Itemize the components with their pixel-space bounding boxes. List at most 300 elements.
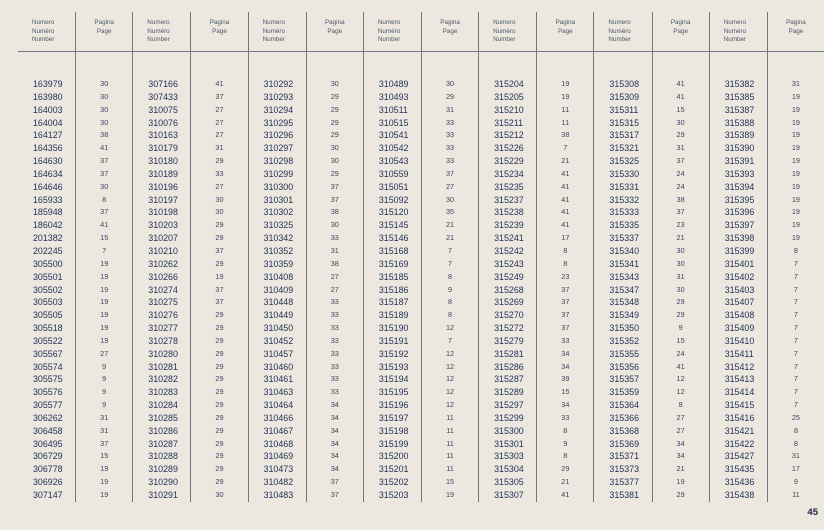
item-number: 310180 — [148, 156, 178, 167]
page-reference: 19 — [561, 91, 570, 101]
page-column-header — [307, 12, 363, 52]
page-reference: 37 — [561, 323, 570, 333]
page-reference: 31 — [100, 412, 109, 422]
item-number: 305503 — [33, 297, 63, 308]
page-reference: 27 — [100, 348, 109, 358]
item-number: 315301 — [494, 438, 524, 449]
item-number: 310296 — [263, 130, 294, 141]
item-number: 315436 — [724, 477, 755, 488]
item-number: 310493 — [378, 91, 409, 102]
page-reference: 17 — [561, 233, 570, 243]
item-number: 310286 — [148, 425, 178, 436]
page-reference: 19 — [561, 79, 570, 88]
table-row — [18, 12, 824, 502]
item-number: 315356 — [609, 361, 640, 372]
page-reference: 12 — [445, 387, 455, 397]
page-reference: 37 — [330, 181, 339, 191]
page-reference: 19 — [100, 297, 109, 307]
item-number: 310461 — [263, 374, 294, 385]
page-reference: 29 — [330, 91, 339, 101]
item-number: 315385 — [724, 91, 755, 102]
item-number: 315395 — [724, 194, 755, 205]
item-number: 310489 — [378, 79, 409, 89]
page-reference: 38 — [330, 207, 339, 217]
page-reference: 37 — [561, 297, 570, 307]
page-reference: 24 — [676, 181, 685, 191]
item-number: 315187 — [378, 297, 409, 308]
page-reference: 29 — [215, 156, 224, 166]
page-reference: 29 — [676, 297, 685, 307]
item-number: 310288 — [148, 451, 178, 462]
number-header-label: Numero — [493, 19, 516, 26]
item-number: 315195 — [378, 387, 409, 398]
item-number: 315315 — [609, 117, 640, 128]
item-number: 315185 — [378, 271, 409, 282]
page-reference: 24 — [676, 348, 685, 358]
item-number: 310300 — [263, 181, 294, 192]
page-reference: 30 — [330, 156, 339, 166]
number-column — [479, 12, 537, 502]
item-number: 315120 — [378, 207, 409, 218]
item-number: 315249 — [494, 271, 524, 282]
item-number: 315401 — [724, 258, 755, 269]
item-number: 315408 — [724, 310, 755, 321]
item-number: 307166 — [148, 79, 178, 89]
page-reference: 29 — [215, 323, 224, 333]
item-number: 315402 — [724, 271, 755, 282]
page-reference: 37 — [215, 297, 224, 307]
item-number: 315366 — [609, 412, 640, 423]
page-reference: 27 — [215, 130, 224, 140]
number-header-label: Number — [723, 36, 747, 44]
page-reference: 7 — [793, 323, 798, 333]
item-number: 310290 — [148, 477, 178, 488]
item-number: 315368 — [609, 425, 640, 436]
item-number: 310266 — [148, 271, 178, 282]
page-reference: 41 — [561, 168, 570, 178]
item-number: 315415 — [724, 400, 755, 411]
item-number: 315357 — [609, 374, 640, 385]
number-header-label: Numéro — [608, 27, 631, 35]
page-reference: 33 — [330, 310, 339, 320]
number-header-label: Number — [608, 36, 631, 44]
page-reference: 35 — [445, 207, 455, 217]
page-reference: 19 — [791, 143, 800, 153]
page-reference: 41 — [100, 220, 109, 230]
item-number: 315397 — [724, 220, 755, 231]
item-number: 315168 — [378, 245, 409, 256]
item-number: 305518 — [33, 323, 63, 334]
page-reference: 38 — [330, 258, 339, 268]
page-reference: 15 — [676, 104, 685, 114]
page-reference: 33 — [330, 335, 339, 345]
item-number: 315347 — [609, 284, 640, 295]
item-number: 310291 — [148, 490, 178, 500]
page-reference: 8 — [793, 425, 798, 435]
item-number: 315186 — [378, 284, 409, 295]
page-reference: 33 — [445, 117, 455, 127]
item-number: 310284 — [148, 400, 178, 411]
page-header-label: Pagina — [786, 19, 806, 26]
item-number: 310466 — [263, 412, 294, 423]
item-number: 305502 — [33, 284, 63, 295]
page-reference: 37 — [100, 207, 109, 217]
item-number: 315409 — [724, 323, 755, 334]
item-number: 315196 — [378, 400, 409, 411]
item-number: 315190 — [378, 323, 409, 334]
page-reference: 29 — [215, 464, 224, 474]
page-reference: 19 — [100, 310, 109, 320]
page-reference: 30 — [100, 91, 109, 101]
item-number: 315203 — [378, 490, 409, 500]
page-header-label: Page — [557, 27, 573, 35]
item-number: 310280 — [148, 348, 178, 359]
item-number: 315331 — [609, 181, 640, 192]
page-reference: 12 — [676, 374, 685, 384]
page-reference: 29 — [215, 374, 224, 384]
item-number: 315364 — [609, 400, 640, 411]
item-number: 310281 — [148, 361, 178, 372]
page-reference: 9 — [448, 284, 453, 294]
number-column-header — [710, 12, 767, 52]
item-number: 315269 — [494, 297, 524, 308]
item-number: 310473 — [263, 464, 294, 475]
page-reference: 30 — [100, 117, 109, 127]
page-header-label: Pagina — [209, 19, 230, 26]
item-number: 315355 — [609, 348, 640, 359]
page-reference: 11 — [446, 438, 454, 448]
page-reference: 34 — [561, 348, 570, 358]
item-number: 315341 — [609, 258, 640, 269]
item-number: 315270 — [494, 310, 524, 321]
item-number: 315332 — [609, 194, 640, 205]
page-reference: 7 — [563, 143, 568, 153]
page-reference: 27 — [676, 412, 685, 422]
page-reference: 12 — [676, 387, 685, 397]
page-reference: 12 — [445, 400, 455, 410]
number-column-header — [594, 12, 651, 52]
item-number: 315325 — [609, 156, 640, 167]
number-header-label: Numero — [377, 19, 401, 26]
number-header-label: Numero — [147, 19, 170, 26]
number-column-header — [364, 12, 421, 52]
item-number: 315303 — [494, 451, 524, 462]
page-reference: 30 — [676, 245, 685, 255]
item-number: 310189 — [148, 168, 178, 179]
item-number: 315333 — [609, 207, 640, 218]
item-number: 315311 — [609, 104, 639, 115]
page-header-label: Pagina — [555, 19, 576, 26]
page-reference: 19 — [791, 130, 800, 140]
item-number: 310203 — [148, 220, 178, 231]
item-number: 310460 — [263, 361, 294, 372]
item-number: 315411 — [724, 348, 754, 359]
page-reference: 37 — [215, 91, 224, 101]
page-reference: 23 — [561, 271, 570, 281]
page-reference: 31 — [676, 271, 685, 281]
number-column-header — [479, 12, 536, 52]
page-reference: 7 — [793, 400, 798, 410]
item-number: 315308 — [609, 79, 640, 89]
number-header-label: Number — [32, 36, 55, 44]
item-number: 310515 — [378, 117, 409, 128]
page-header-label: Pagina — [670, 19, 691, 26]
page-reference: 30 — [330, 220, 339, 230]
page-reference: 29 — [215, 425, 224, 435]
number-header-label: Numéro — [493, 27, 516, 35]
page-reference: 19 — [791, 233, 800, 243]
item-number: 310283 — [148, 387, 178, 398]
item-number: 315281 — [494, 348, 524, 359]
page-reference: 15 — [100, 233, 109, 243]
page-reference: 31 — [330, 245, 339, 255]
number-column — [594, 12, 652, 502]
item-number: 315337 — [609, 233, 640, 244]
item-number: 310483 — [263, 490, 294, 500]
number-header-label: Numéro — [723, 27, 747, 35]
item-number: 315268 — [494, 284, 524, 295]
item-number: 185948 — [33, 207, 63, 218]
page-column-header — [422, 12, 478, 52]
page-column-header — [191, 12, 247, 52]
page-reference: 29 — [215, 387, 224, 397]
item-number: 315146 — [378, 233, 409, 244]
item-number: 315189 — [378, 310, 409, 321]
page-reference: 37 — [676, 207, 685, 217]
page-reference: 12 — [445, 361, 455, 371]
page-reference: 19 — [100, 284, 109, 294]
item-number: 310210 — [148, 245, 178, 256]
item-number: 305574 — [33, 361, 63, 372]
page-header-label: Page — [442, 27, 458, 35]
page-reference: 30 — [676, 258, 685, 268]
page-reference: 29 — [676, 310, 685, 320]
page-reference: 29 — [445, 91, 455, 101]
item-number: 315381 — [609, 490, 640, 500]
page-reference: 19 — [791, 91, 800, 101]
page-reference: 41 — [561, 207, 570, 217]
page-reference: 29 — [330, 130, 339, 140]
number-header-label: Number — [377, 36, 401, 44]
item-number: 310299 — [263, 168, 294, 179]
item-number: 310559 — [378, 168, 409, 179]
page-reference: 29 — [676, 130, 685, 140]
page-reference: 30 — [445, 79, 455, 88]
page-reference: 37 — [330, 194, 339, 204]
page-reference: 7 — [793, 361, 798, 371]
item-number: 310274 — [148, 284, 178, 295]
item-number: 310196 — [148, 181, 178, 192]
page-number: 45 — [807, 507, 818, 518]
item-number: 164127 — [33, 130, 63, 141]
page-reference: 41 — [561, 490, 570, 499]
page-reference: 41 — [676, 91, 685, 101]
item-number: 315204 — [494, 79, 524, 89]
page-reference: 8 — [102, 194, 107, 204]
page-reference: 37 — [561, 284, 570, 294]
page-reference: 19 — [791, 156, 800, 166]
item-number: 315350 — [609, 323, 640, 334]
item-number: 305522 — [33, 335, 63, 346]
item-number: 315403 — [724, 284, 755, 295]
page-column-header — [653, 12, 709, 52]
page-reference: 9 — [102, 374, 107, 384]
item-number: 315237 — [494, 194, 524, 205]
item-number: 315289 — [494, 387, 524, 398]
item-number: 165933 — [33, 194, 63, 205]
page-reference: 27 — [330, 271, 339, 281]
page-reference: 30 — [215, 207, 224, 217]
page-reference: 30 — [330, 79, 339, 88]
page-reference: 31 — [100, 425, 109, 435]
item-number: 310448 — [263, 297, 294, 308]
page-column — [767, 12, 824, 502]
page-reference: 33 — [561, 335, 570, 345]
page-reference: 8 — [793, 438, 798, 448]
page-reference: 19 — [791, 104, 800, 114]
item-number: 310278 — [148, 335, 178, 346]
page-reference: 12 — [445, 323, 455, 333]
page-reference: 27 — [215, 181, 224, 191]
item-number: 306778 — [33, 464, 63, 475]
page-reference: 29 — [215, 310, 224, 320]
item-number: 315399 — [724, 245, 755, 256]
item-number: 315212 — [494, 130, 524, 141]
page-reference: 31 — [215, 143, 224, 153]
number-header-label: Numéro — [147, 27, 170, 35]
item-number: 315304 — [494, 464, 524, 475]
page-reference: 8 — [563, 425, 568, 435]
item-number: 310452 — [263, 335, 294, 346]
page-reference: 29 — [215, 348, 224, 358]
item-number: 315410 — [724, 335, 755, 346]
item-number: 310469 — [263, 451, 294, 462]
item-number: 315416 — [724, 412, 755, 423]
page-reference: 9 — [102, 387, 107, 397]
item-number: 315422 — [724, 438, 755, 449]
item-number: 315145 — [378, 220, 409, 231]
item-number: 164004 — [33, 117, 63, 128]
page-reference: 33 — [330, 387, 339, 397]
item-number: 315226 — [494, 143, 524, 154]
page-reference: 29 — [215, 335, 224, 345]
item-number: 310542 — [378, 143, 409, 154]
item-number: 310294 — [263, 104, 294, 115]
page-reference: 37 — [445, 168, 455, 178]
page-reference: 37 — [100, 168, 109, 178]
number-column — [133, 12, 191, 502]
page-column — [191, 12, 248, 502]
page-reference: 37 — [561, 310, 570, 320]
page-reference: 30 — [100, 79, 109, 88]
page-reference: 33 — [330, 348, 339, 358]
number-column — [18, 12, 76, 502]
item-number: 310262 — [148, 258, 178, 269]
page-reference: 29 — [330, 104, 339, 114]
page-reference: 27 — [215, 104, 224, 114]
item-number: 310464 — [263, 400, 294, 411]
item-number: 310359 — [263, 258, 294, 269]
item-number: 315192 — [378, 348, 409, 359]
page-reference: 29 — [215, 477, 224, 487]
item-number: 315388 — [724, 117, 755, 128]
item-number: 310292 — [263, 79, 294, 89]
item-number: 315235 — [494, 181, 524, 192]
page-reference: 11 — [446, 464, 454, 474]
page-reference: 29 — [215, 220, 224, 230]
number-header-label: Numero — [723, 19, 747, 26]
page-reference: 37 — [100, 438, 109, 448]
item-number: 315239 — [494, 220, 524, 231]
item-number: 310207 — [148, 233, 178, 244]
item-number: 163980 — [33, 91, 63, 102]
item-number: 306729 — [33, 451, 63, 462]
item-number: 310287 — [148, 438, 178, 449]
item-number: 163979 — [33, 79, 63, 89]
item-number: 186042 — [33, 220, 63, 231]
item-number: 315211 — [494, 117, 524, 128]
item-number: 315199 — [378, 438, 409, 449]
page-reference: 7 — [793, 335, 798, 345]
page-reference: 29 — [215, 438, 224, 448]
item-number: 315390 — [724, 143, 755, 154]
page-reference: 31 — [791, 451, 800, 461]
item-number: 315382 — [724, 79, 755, 89]
item-number: 315412 — [724, 361, 755, 372]
item-number: 310541 — [378, 130, 409, 141]
page-reference: 37 — [330, 490, 339, 499]
page-reference: 34 — [330, 425, 339, 435]
page-column — [76, 12, 133, 502]
item-number: 315242 — [494, 245, 524, 256]
page-reference: 19 — [100, 477, 109, 487]
page-reference: 38 — [676, 194, 685, 204]
page-reference: 41 — [676, 361, 685, 371]
page-reference: 12 — [445, 348, 455, 358]
item-number: 315194 — [378, 374, 409, 385]
page-reference: 9 — [102, 400, 107, 410]
page-reference: 11 — [792, 490, 800, 499]
page-reference: 7 — [102, 245, 107, 255]
page-reference: 19 — [676, 477, 685, 487]
item-number: 310297 — [263, 143, 294, 154]
item-number: 310075 — [148, 104, 178, 115]
page-reference: 27 — [676, 425, 685, 435]
page-reference: 31 — [791, 79, 800, 88]
page-column-header — [76, 12, 132, 52]
page-reference: 11 — [446, 451, 454, 461]
item-number: 315234 — [494, 168, 524, 179]
item-number: 202245 — [33, 245, 63, 256]
page-reference: 19 — [791, 168, 800, 178]
page-reference: 15 — [100, 451, 109, 461]
page-reference: 33 — [330, 374, 339, 384]
item-number: 315348 — [609, 297, 640, 308]
item-number: 310408 — [263, 271, 294, 282]
page-reference: 30 — [676, 284, 685, 294]
page-reference: 34 — [330, 400, 339, 410]
number-header-label: Number — [147, 36, 170, 44]
item-number: 310511 — [378, 104, 408, 115]
item-number: 310282 — [148, 374, 178, 385]
page-reference: 29 — [676, 490, 685, 499]
item-number: 310467 — [263, 425, 294, 436]
item-number: 315201 — [378, 464, 409, 475]
item-number: 310543 — [378, 156, 409, 167]
page-reference: 29 — [561, 464, 570, 474]
item-number: 315435 — [724, 464, 755, 475]
page-reference: 37 — [676, 156, 685, 166]
